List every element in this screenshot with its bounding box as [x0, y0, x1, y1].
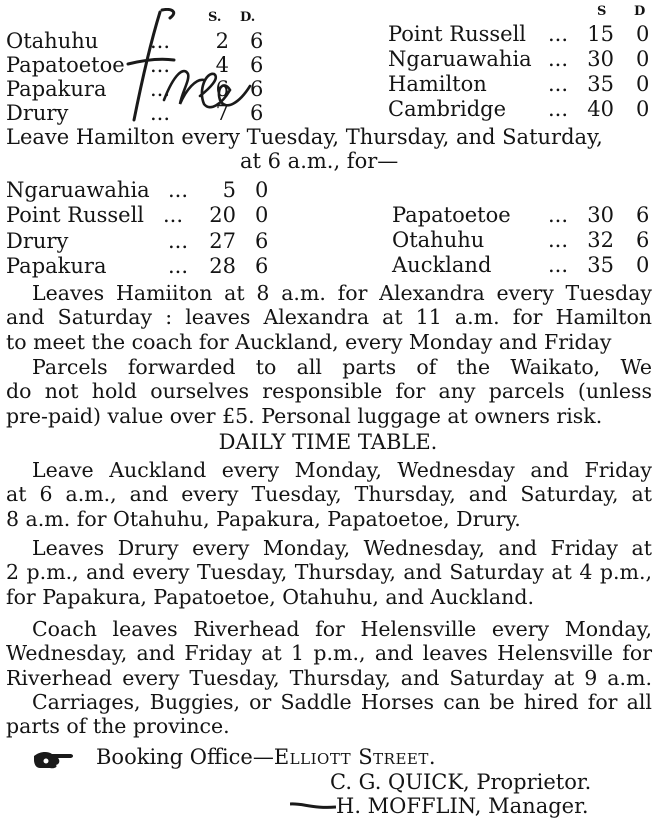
fare-dots: ... [150, 53, 171, 77]
manager-signature: H. MOFFLIN, Manager. [336, 794, 589, 818]
fare-pence: 0 [636, 97, 650, 121]
fare-dots: ... [548, 72, 569, 96]
fare-shillings: 28 [209, 254, 236, 278]
handwritten-free-annotation [100, 8, 280, 133]
paragraph-line: and Saturday : leaves Alexandra at 11 a.m. for Hamilton [6, 305, 652, 330]
fare-shillings: 2 [215, 29, 229, 53]
fare-place: Hamilton [388, 72, 487, 96]
fare-place: Papakura [6, 77, 107, 101]
fare-dots: ... [548, 253, 569, 277]
fare-shillings: 27 [209, 229, 236, 253]
fare-shillings: 20 [209, 203, 236, 227]
fare-place: Otahuhu [392, 228, 485, 252]
fare-dots: ... [548, 203, 569, 227]
pence-header-right-d: D [634, 4, 646, 19]
fare-shillings: 4 [215, 53, 229, 77]
fare-place: Point Russell [388, 22, 527, 46]
fare-shillings: 30 [587, 203, 614, 227]
fare-pence: 6 [636, 228, 650, 252]
fare-pence: 6 [255, 229, 269, 253]
fare-pence: 0 [255, 203, 269, 227]
pointing-hand-icon [32, 748, 76, 770]
fare-pence: 6 [250, 77, 264, 101]
drury-paragraph [6, 536, 652, 609]
paragraph-line: parts of the province. [6, 714, 230, 739]
paragraph-line: for Papakura, Papatoetoe, Otahuhu, and Auckland. [6, 584, 534, 609]
paragraph-line: to meet the coach for Auckland, every Monday and Friday [6, 329, 612, 354]
fare-place: Cambridge [388, 97, 507, 121]
fare-dots: ... [150, 29, 171, 53]
fare-pence: 6 [255, 254, 269, 278]
fare-place: Otahuhu [6, 29, 99, 53]
hamilton-leave-line: Leave Hamilton every Tuesday, Thursday, and Saturday, [6, 125, 603, 149]
paragraph-line: pre-paid) value over £5. Personal luggage at owners risk. [6, 403, 603, 428]
fare-pence: 0 [636, 253, 650, 277]
pence-header-right-s: S [597, 4, 607, 19]
fare-dots: ... [548, 228, 569, 252]
hamilton-leave-time: at 6 a.m., for— [240, 149, 399, 173]
fare-shillings: 30 [587, 47, 614, 71]
fare-shillings: 32 [587, 228, 614, 252]
fare-pence: 0 [636, 72, 650, 96]
fare-place: Ngaruawahia [6, 178, 150, 202]
fare-shillings: 35 [587, 253, 614, 277]
fare-place: Drury [6, 101, 69, 125]
fare-dots: ... [168, 229, 189, 253]
fare-dots: ... [548, 47, 569, 71]
fare-dots: ... [548, 22, 569, 46]
fare-shillings: 5 [222, 178, 236, 202]
fare-place: Papatoetoe [6, 53, 125, 77]
parcels-paragraph [6, 355, 652, 428]
booking-office-line [96, 745, 436, 769]
proprietor-signature: C. G. QUICK, Proprietor. [330, 770, 592, 794]
paragraph-line: Coach leaves Riverhead for Helensville every Monday, [32, 617, 652, 641]
fare-shillings: 40 [587, 97, 614, 121]
paragraph-line: Wednesday, and Friday at 1 p.m., and leaves Helensville for [6, 641, 652, 666]
paragraph-line: Parcels forwarded to all parts of the Waikato, We [32, 355, 652, 379]
fare-dots: ... [163, 203, 184, 227]
fare-place: Ngaruawahia [388, 47, 532, 71]
fare-dots: ... [150, 77, 171, 101]
paragraph-line: do not hold ourselves responsible for any parcels (unless [6, 379, 652, 404]
fare-place: Point Russell [6, 203, 145, 227]
riverhead-paragraph [6, 617, 652, 690]
fare-dots: ... [168, 254, 189, 278]
paragraph-line: Riverhead every Tuesday, Thursday, and Saturday at 9 a.m. [6, 665, 652, 690]
paragraph-line: at 6 a.m., and every Tuesday, Thursday, and Saturday, at [6, 482, 652, 507]
booking-office-street: Elliott Street. [273, 745, 437, 769]
paragraph-line: Leaves Hamiiton at 8 a.m. for Alexandra every Tuesday [32, 281, 652, 305]
paragraph-line: Leave Auckland every Monday, Wednesday and Friday [32, 458, 652, 482]
fare-pence: 0 [255, 178, 269, 202]
fare-place: Drury [6, 229, 69, 253]
booking-office-label: Booking Office— [96, 745, 274, 769]
fare-place: Auckland [392, 253, 492, 277]
paragraph-line: Carriages, Buggies, or Saddle Horses can be hired for all [32, 690, 652, 714]
alexandra-paragraph [6, 281, 652, 354]
fare-dots: ... [548, 97, 569, 121]
paragraph-line: Leaves Drury every Monday, Wednesday, and Friday at [32, 536, 652, 560]
fare-dots: ... [168, 178, 189, 202]
fare-pence: 6 [250, 29, 264, 53]
fare-shillings: 15 [587, 22, 614, 46]
carriages-paragraph [6, 690, 652, 739]
fare-pence: 0 [636, 22, 650, 46]
dash-ornament [290, 801, 336, 811]
pence-header-left-s: S. [208, 10, 222, 25]
fare-place: Papatoetoe [392, 203, 511, 227]
fare-shillings: 6 [215, 77, 229, 101]
paragraph-line: 8 a.m. for Otahuhu, Papakura, Papatoetoe, Drury. [6, 506, 521, 531]
fare-dots: ... [150, 101, 171, 125]
fare-place: Papakura [6, 254, 107, 278]
fare-pence: 6 [250, 53, 264, 77]
auckland-paragraph [6, 458, 652, 531]
fare-shillings: 7 [215, 101, 229, 125]
paragraph-line: 2 p.m., and every Tuesday, Thursday, and Saturday at 4 p.m., [6, 560, 652, 585]
timetable-heading: DAILY TIME TABLE. [218, 430, 438, 454]
fare-pence: 6 [250, 101, 264, 125]
fare-shillings: 35 [587, 72, 614, 96]
pence-header-left-d: D. [240, 10, 256, 25]
fare-pence: 0 [636, 47, 650, 71]
fare-pence: 6 [636, 203, 650, 227]
